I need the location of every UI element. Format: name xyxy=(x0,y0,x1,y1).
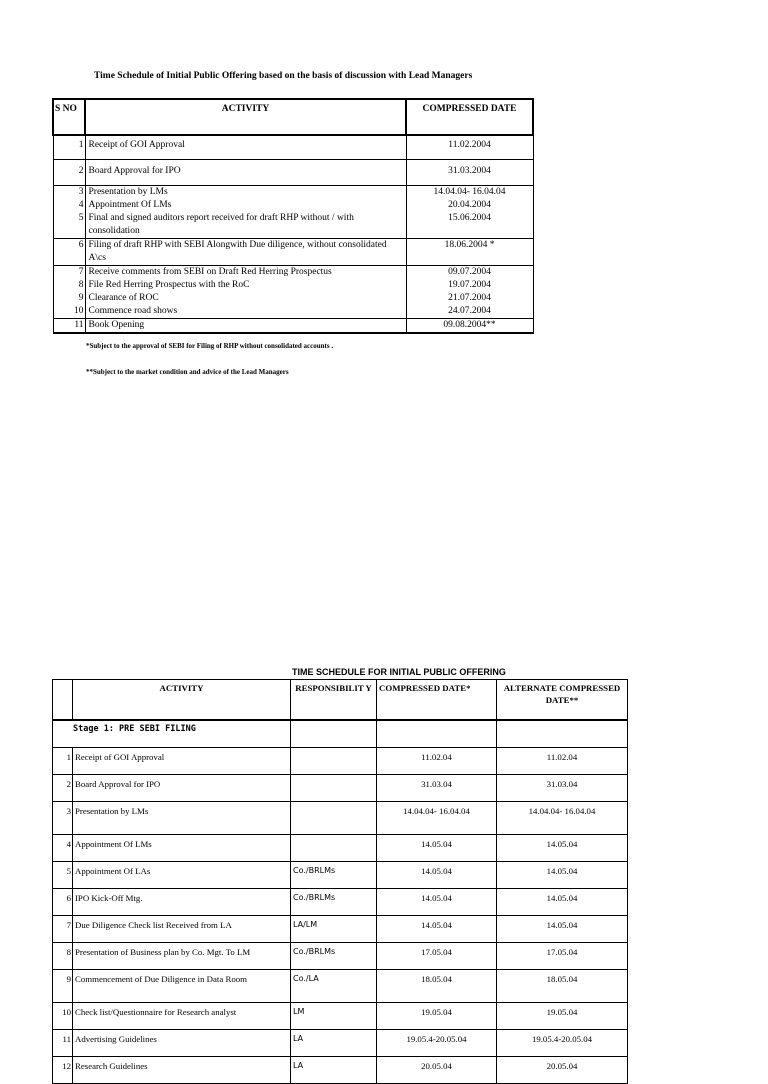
row-activity: Advertising Guidelines xyxy=(73,1030,291,1057)
header-alternate-date: ALTERNATE COMPRESSED DATE** xyxy=(497,680,628,721)
row-alternate-date: 14.04.04- 16.04.04 xyxy=(497,802,628,835)
schedule-table xyxy=(52,98,534,334)
row-responsibility: Co./LA xyxy=(291,970,377,1003)
row-responsibility: LA xyxy=(291,1030,377,1057)
schedule-title: Time Schedule of Initial Public Offering based on the basis of discussion with Lead Managers xyxy=(94,71,473,81)
row-number: 2 xyxy=(53,775,73,802)
table-row xyxy=(53,160,533,186)
row-responsibility: Co./BRLMs xyxy=(291,889,377,916)
row-activity: Appointment Of LMs xyxy=(73,835,291,862)
row-responsibility: LM xyxy=(291,1003,377,1030)
row-compressed-date: 14.05.04 xyxy=(377,889,497,916)
row-date: 11.02.2004 xyxy=(406,135,533,160)
header-compressed-date: COMPRESSED DATE* xyxy=(377,680,497,721)
row-compressed-date: 11.02.04 xyxy=(377,748,497,775)
row-alternate-date: 19.05.04 xyxy=(497,1003,628,1030)
row-number: 5 xyxy=(53,212,85,239)
table-row xyxy=(53,943,628,970)
row-number: 8 xyxy=(53,943,73,970)
schedule-header-row xyxy=(53,99,533,135)
header-responsibility: RESPONSIBILIT Y xyxy=(291,680,377,721)
row-number: 11 xyxy=(53,1030,73,1057)
row-compressed-date: 20.05.04 xyxy=(377,1057,497,1084)
row-number: 3 xyxy=(53,802,73,835)
table-row xyxy=(53,266,533,280)
header-date: COMPRESSED DATE xyxy=(406,99,533,135)
row-activity: Board Approval for IPO xyxy=(85,160,406,186)
ipo-schedule-title: TIME SCHEDULE FOR INITIAL PUBLIC OFFERING xyxy=(292,667,506,677)
row-responsibility: LA xyxy=(291,1057,377,1084)
row-activity: Appointment Of LAs xyxy=(73,862,291,889)
stage-label: Stage 1: PRE SEBI FILING xyxy=(53,720,291,748)
row-compressed-date: 17.05.04 xyxy=(377,943,497,970)
row-responsibility: Co./BRLMs xyxy=(291,862,377,889)
table-row xyxy=(53,835,628,862)
row-activity: IPO Kick-Off Mtg. xyxy=(73,889,291,916)
row-activity: Clearance of ROC xyxy=(85,292,406,305)
row-number: 1 xyxy=(53,748,73,775)
row-activity: Due Diligence Check list Received from LA xyxy=(73,916,291,943)
row-activity: Commence road shows xyxy=(85,305,406,319)
row-activity: Presentation by LMs xyxy=(73,802,291,835)
row-date: 15.06.2004 xyxy=(406,212,533,239)
row-activity: Receipt of GOI Approval xyxy=(73,748,291,775)
row-number: 10 xyxy=(53,305,85,319)
row-responsibility: LA/LM xyxy=(291,916,377,943)
row-activity: File Red Herring Prospectus with the RoC xyxy=(85,279,406,292)
table-row xyxy=(53,916,628,943)
row-activity: Receive comments from SEBI on Draft Red Herring Prospectus xyxy=(85,266,406,280)
row-responsibility xyxy=(291,802,377,835)
row-number: 9 xyxy=(53,292,85,305)
row-alternate-date: 11.02.04 xyxy=(497,748,628,775)
header-blank xyxy=(53,680,73,721)
row-number: 3 xyxy=(53,186,85,200)
table-row xyxy=(53,748,628,775)
table-row xyxy=(53,802,628,835)
row-activity: Check list/Questionnaire for Research analyst xyxy=(73,1003,291,1030)
row-date: 20.04.2004 xyxy=(406,199,533,212)
footnote-market: **Subject to the market condition and advice of the Lead Managers xyxy=(86,368,289,376)
table-row xyxy=(53,1030,628,1057)
row-alternate-date: 14.05.04 xyxy=(497,916,628,943)
table-row xyxy=(53,1057,628,1084)
row-activity: Presentation by LMs xyxy=(85,186,406,200)
header-activity: ACTIVITY xyxy=(73,680,291,721)
row-number: 11 xyxy=(53,319,85,334)
row-activity: Final and signed auditors report received for draft RHP without / with consolidation xyxy=(85,212,406,239)
footnote-sebi: *Subject to the approval of SEBI for Filing of RHP without consolidated accounts . xyxy=(86,342,334,350)
row-date: 31.03.2004 xyxy=(406,160,533,186)
row-number: 1 xyxy=(53,135,85,160)
row-activity: Appointment Of LMs xyxy=(85,199,406,212)
row-compressed-date: 14.05.04 xyxy=(377,916,497,943)
table-row xyxy=(53,279,533,292)
ipo-schedule-table xyxy=(52,679,628,1084)
row-activity: Commencement of Due Diligence in Data Room xyxy=(73,970,291,1003)
row-responsibility xyxy=(291,748,377,775)
row-alternate-date: 14.05.04 xyxy=(497,835,628,862)
row-alternate-date: 18.05.04 xyxy=(497,970,628,1003)
row-compressed-date: 19.05.4-20.05.04 xyxy=(377,1030,497,1057)
row-compressed-date: 18.05.04 xyxy=(377,970,497,1003)
row-alternate-date: 19.05.4-20.05.04 xyxy=(497,1030,628,1057)
row-compressed-date: 19.05.04 xyxy=(377,1003,497,1030)
row-activity: Research Guidelines xyxy=(73,1057,291,1084)
row-number: 8 xyxy=(53,279,85,292)
row-activity: Filing of draft RHP with SEBI Alongwith Due diligence, without consolidated A\cs xyxy=(85,239,406,266)
table-row xyxy=(53,239,533,266)
row-number: 4 xyxy=(53,835,73,862)
row-responsibility xyxy=(291,775,377,802)
row-activity: Presentation of Business plan by Co. Mgt. To LM xyxy=(73,943,291,970)
row-number: 4 xyxy=(53,199,85,212)
table-row xyxy=(53,305,533,319)
row-number: 2 xyxy=(53,160,85,186)
table-row xyxy=(53,889,628,916)
row-alternate-date: 14.05.04 xyxy=(497,889,628,916)
table-row xyxy=(53,135,533,160)
row-activity: Receipt of GOI Approval xyxy=(85,135,406,160)
row-date: 09.08.2004** xyxy=(406,319,533,334)
row-alternate-date: 31.03.04 xyxy=(497,775,628,802)
row-alternate-date: 14.05.04 xyxy=(497,862,628,889)
table-row xyxy=(53,319,533,334)
table-row xyxy=(53,199,533,212)
row-responsibility: Co./BRLMs xyxy=(291,943,377,970)
table-row xyxy=(53,1003,628,1030)
header-activity: ACTIVITY xyxy=(85,99,406,135)
header-sno: S NO xyxy=(53,99,85,135)
row-number: 6 xyxy=(53,239,85,266)
row-number: 6 xyxy=(53,889,73,916)
row-number: 12 xyxy=(53,1057,73,1084)
row-compressed-date: 31.03.04 xyxy=(377,775,497,802)
row-date: 21.07.2004 xyxy=(406,292,533,305)
row-activity: Board Approval for IPO xyxy=(73,775,291,802)
row-date: 24.07.2004 xyxy=(406,305,533,319)
row-compressed-date: 14.05.04 xyxy=(377,862,497,889)
row-alternate-date: 17.05.04 xyxy=(497,943,628,970)
row-number: 5 xyxy=(53,862,73,889)
row-date: 09.07.2004 xyxy=(406,266,533,280)
table-row xyxy=(53,212,533,239)
row-number: 7 xyxy=(53,916,73,943)
row-number: 7 xyxy=(53,266,85,280)
row-date: 19.07.2004 xyxy=(406,279,533,292)
row-date: 14.04.04- 16.04.04 xyxy=(406,186,533,200)
ipo-header-row xyxy=(53,680,628,721)
row-date: 18.06.2004 * xyxy=(406,239,533,266)
stage-row xyxy=(53,720,628,748)
table-row xyxy=(53,186,533,200)
row-compressed-date: 14.05.04 xyxy=(377,835,497,862)
row-number: 10 xyxy=(53,1003,73,1030)
row-activity: Book Opening xyxy=(85,319,406,334)
row-compressed-date: 14.04.04- 16.04.04 xyxy=(377,802,497,835)
row-alternate-date: 20.05.04 xyxy=(497,1057,628,1084)
table-row xyxy=(53,292,533,305)
table-row xyxy=(53,970,628,1003)
table-row xyxy=(53,775,628,802)
table-row xyxy=(53,862,628,889)
row-responsibility xyxy=(291,835,377,862)
row-number: 9 xyxy=(53,970,73,1003)
